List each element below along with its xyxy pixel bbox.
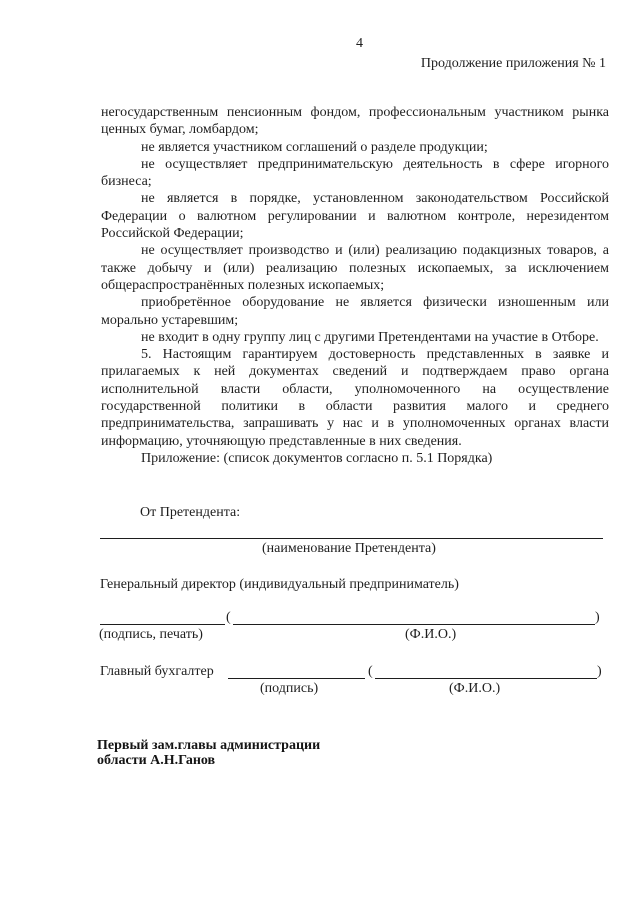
signature-caption: (подпись) xyxy=(260,681,319,696)
approval-block xyxy=(97,738,320,768)
accountant-label: Главный бухгалтер xyxy=(100,664,214,679)
paragraph: не является участником соглашений о разделе продукции; xyxy=(141,139,488,155)
paragraph: негосударственным пенсионным фондом, профессиональным участником рынка ценных бумаг, ломбардом; xyxy=(101,105,609,138)
accountant-name-line xyxy=(375,678,597,679)
fio-caption: (Ф.И.О.) xyxy=(405,627,457,642)
close-paren: ) xyxy=(597,664,602,679)
paragraph: приобретённое оборудование не является физически изношенным или морально устаревшим; xyxy=(101,295,609,328)
approver-name: области А.Н.Ганов xyxy=(97,753,216,768)
paragraph: не осуществляет производство и (или) реализацию подакцизных товаров, а также добычу и (или) реализацию полезных ископаемых, за исключением общераспространённых полезных ископаемых; xyxy=(101,243,609,293)
open-paren: ( xyxy=(226,610,231,625)
paragraph: не осуществляет предпринимательскую деятельность в сфере игорного бизнеса; xyxy=(101,156,609,190)
director-signature-line xyxy=(100,624,225,625)
paragraph: не входит в одну группу лиц с другими Претендентами на участие в Отборе. xyxy=(141,329,599,345)
from-applicant-label: От Претендента: xyxy=(140,505,241,520)
document-body xyxy=(101,104,609,467)
open-paren: ( xyxy=(368,664,373,679)
director-label: Генеральный директор (индивидуальный предприниматель) xyxy=(100,577,459,592)
accountant-signature-line xyxy=(228,678,365,679)
close-paren: ) xyxy=(595,610,600,625)
attachment-line: Приложение: (список документов согласно п. 5.1 Порядка) xyxy=(141,450,493,466)
page-number: 4 xyxy=(356,36,363,51)
paragraph: не является в порядке, установленном законодательством Российской Федерации о валютном регулировании и валютном контроле, нерезидентом Российской Федерации; xyxy=(101,191,609,242)
applicant-name-caption: (наименование Претендента) xyxy=(262,541,436,556)
director-name-line xyxy=(233,624,595,625)
fio-caption: (Ф.И.О.) xyxy=(449,681,501,696)
applicant-name-line xyxy=(100,538,603,539)
continuation-note: Продолжение приложения № 1 xyxy=(420,56,606,71)
approver-title: Первый зам.главы администрации xyxy=(97,738,321,753)
signature-stamp-caption: (подпись, печать) xyxy=(99,627,203,642)
paragraph: 5. Настоящим гарантируем достоверность представленных в заявке и прилагаемых к ней документах сведений и подтверждаем право органа исполнительной власти области, уполномоченного на осуществление государственной политики в области развития малого и среднего предпринимательства, запрашивать у нас и в уполномоченных органах власти информацию, уточняющую представленные в них сведения. xyxy=(101,347,609,449)
